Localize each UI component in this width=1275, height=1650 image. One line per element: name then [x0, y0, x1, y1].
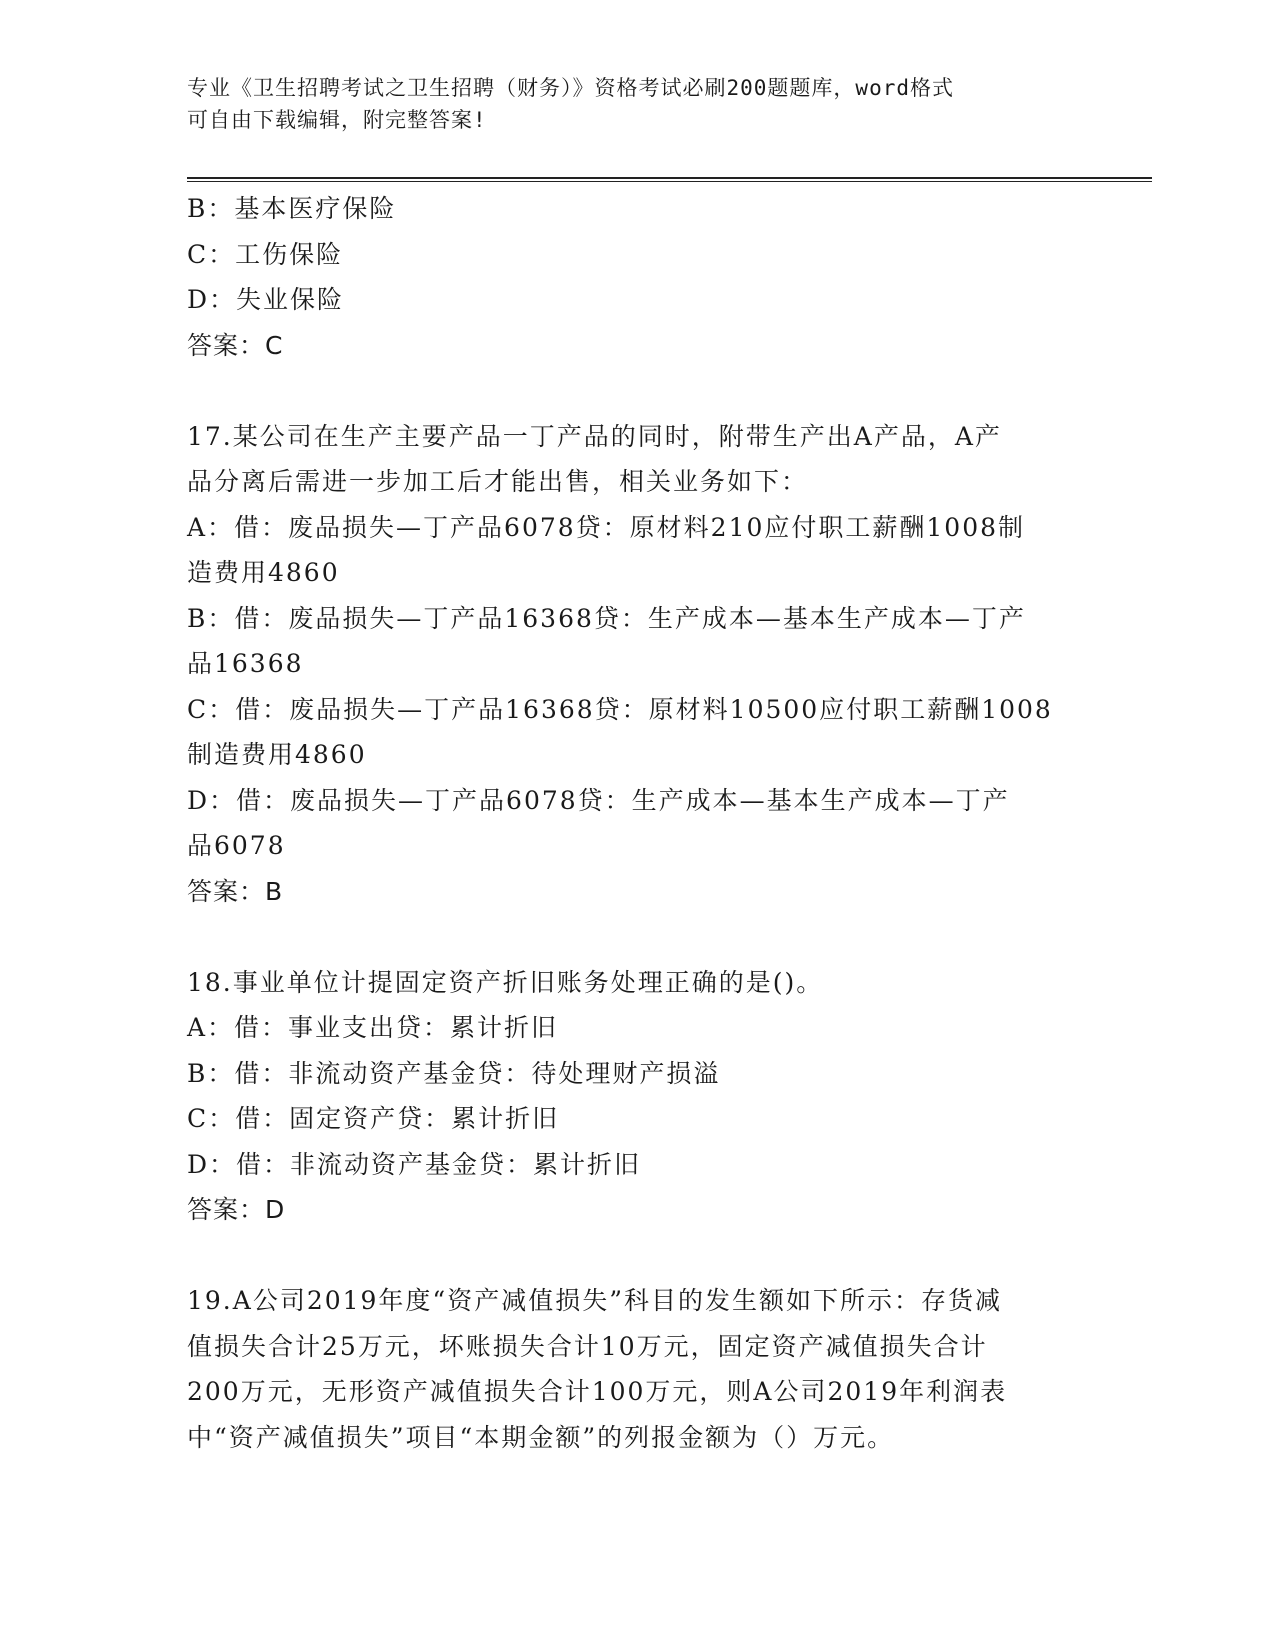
q17-option-a-line-2: 造费用4860: [187, 558, 340, 587]
question-17-block: [187, 414, 1087, 915]
q17-option-d-line-2: 品6078: [187, 831, 286, 860]
header-line-2: 可自由下载编辑，附完整答案!: [187, 108, 487, 132]
q17-option-b-line-1: B：借：废品损失—丁产品16368贷：生产成本—基本生产成本—丁产: [187, 603, 1026, 633]
q18-stem: 18.事业单位计提固定资产折旧账务处理正确的是()。: [187, 967, 824, 997]
q17-option-a-line-1: A：借：废品损失—丁产品6078贷：原材料210应付职工薪酬1008制: [187, 512, 1026, 542]
q16-option-c: C：工伤保险: [187, 239, 344, 269]
q19-stem-line-3: 200万元，无形资产减值损失合计100万元，则A公司2019年利润表: [187, 1377, 1008, 1406]
q16-answer: 答案：C: [187, 330, 284, 360]
spacer: [187, 914, 1087, 960]
header-line-1: 专业《卫生招聘考试之卫生招聘（财务）》资格考试必刷200题题库，word格式: [187, 76, 954, 100]
spacer: [187, 368, 1087, 414]
q18-option-c: C：借：固定资产贷：累计折旧: [187, 1104, 560, 1133]
q17-option-b-line-2: 品16368: [187, 649, 304, 678]
q19-stem-line-2: 值损失合计25万元，坏账损失合计10万元，固定资产减值损失合计: [187, 1331, 988, 1361]
q18-option-d: D：借：非流动资产基金贷：累计折旧: [187, 1149, 642, 1179]
q18-option-b: B：借：非流动资产基金贷：待处理财产损溢: [187, 1058, 721, 1088]
question-18-block: [187, 960, 1087, 1233]
q17-stem-line-1: 17.某公司在生产主要产品一丁产品的同时，附带生产出A产品，A产: [187, 421, 1002, 451]
q16-option-d: D：失业保险: [187, 285, 345, 314]
q19-stem-line-4: 中“资产减值损失”项目“本期金额”的列报金额为（）万元。: [187, 1422, 895, 1452]
q17-stem-line-2: 品分离后需进一步加工后才能出售，相关业务如下：: [187, 467, 809, 496]
header-divider: [187, 177, 1152, 182]
question-content: [187, 186, 1087, 1460]
document-header: [187, 72, 1087, 136]
q17-option-d-line-1: D：借：废品损失—丁产品6078贷：生产成本—基本生产成本—丁产: [187, 785, 1010, 815]
q17-option-c-line-2: 制造费用4860: [187, 740, 367, 769]
q19-stem-line-1: 19.A公司2019年度“资产减值损失”科目的发生额如下所示：存货减: [187, 1286, 1002, 1315]
question-19-block: [187, 1278, 1087, 1460]
question-16-block: [187, 186, 1087, 368]
q18-answer: 答案：D: [187, 1195, 286, 1224]
q16-option-b: B：基本医疗保险: [187, 194, 397, 223]
spacer: [187, 1233, 1087, 1279]
q18-option-a: A：借：事业支出贷：累计折旧: [187, 1013, 559, 1042]
q17-answer: 答案：B: [187, 876, 284, 906]
q17-option-c-line-1: C：借：废品损失—丁产品16368贷：原材料10500应付职工薪酬1008: [187, 694, 1053, 724]
